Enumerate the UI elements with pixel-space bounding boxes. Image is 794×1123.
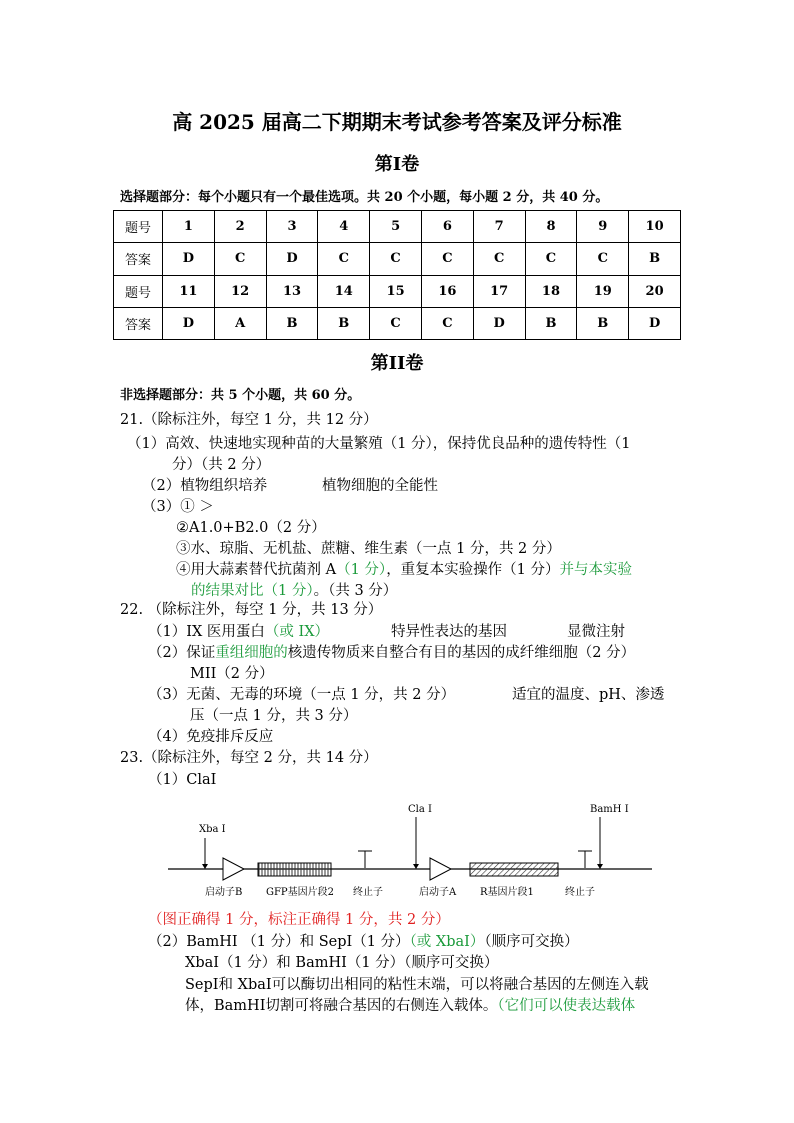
green-note: （或 IX） (264, 624, 330, 640)
table-row (114, 211, 681, 243)
answer-value: C (370, 243, 422, 275)
answer-value: B (318, 307, 370, 339)
r-gene-fragment-1 (470, 863, 558, 876)
question-number: 13 (266, 275, 318, 307)
answer-value: D (266, 243, 318, 275)
answer-value: D (163, 243, 215, 275)
q21-answer-3c: ③水、琼脂、无机盐、蔗糖、维生素（一点 1 分，共 2 分） (176, 541, 561, 557)
answer-table (113, 210, 681, 340)
q23-answer-2 (148, 932, 579, 952)
row-label: 题号 (114, 211, 163, 243)
green-note: （1 分） (336, 562, 387, 578)
gfp-label: GFP基因片段2 (266, 887, 335, 898)
answer-value: D (163, 307, 215, 339)
arrow-icon (597, 864, 603, 869)
text-run: 核遗传物质来自整合有目的基因的成纤维细胞（2 分） (287, 645, 636, 661)
volume-1-heading: 第I卷 (374, 154, 420, 175)
text-run: 。（共 3 分） (313, 583, 398, 599)
answer-value: D (473, 307, 525, 339)
bamhi-label: BamH I (590, 804, 629, 815)
text-run: （顺序可交换） (484, 934, 579, 950)
row-label: 题号 (114, 275, 163, 307)
green-note: （它们可以使表达载体 (497, 998, 636, 1014)
q21-answer-2b: 植物细胞的全能性 (322, 478, 438, 494)
green-note: 并与本实验 (559, 562, 633, 578)
question-number: 7 (473, 211, 525, 243)
q21-heading: 21.（除标注外，每空 1 分，共 12 分） (120, 412, 378, 428)
text-run: ④用大蒜素替代抗菌剂 A (176, 562, 337, 578)
arrow-icon (202, 864, 208, 869)
answer-value: B (577, 307, 629, 339)
question-number: 3 (266, 211, 318, 243)
q22-answer-1c: 显微注射 (567, 624, 625, 640)
answer-value: C (525, 243, 577, 275)
promoter-b-label: 启动子B (205, 887, 243, 898)
arrow-icon (413, 864, 419, 869)
question-number: 10 (629, 211, 681, 243)
q23-answer-2c: XbaI（1 分）和 BamHI（1 分）（顺序可交换） (185, 955, 499, 971)
table-row (114, 243, 681, 275)
r-gene-label: R基因片段1 (480, 887, 534, 898)
question-number: 17 (473, 275, 525, 307)
question-number: 6 (421, 211, 473, 243)
nonchoice-section-heading: 非选择题部分：共 5 个小题，共 60 分。 (120, 388, 361, 403)
text-run: ，重复本实验操作（1 分） (386, 562, 560, 578)
answer-value: C (421, 307, 473, 339)
table-row (114, 307, 681, 339)
question-number: 14 (318, 275, 370, 307)
q23-answer-1: （1）ClaI (148, 772, 217, 788)
answer-value: C (370, 307, 422, 339)
answer-value: B (629, 243, 681, 275)
q22-answer-1 (148, 622, 329, 642)
text-run: （2）保证 (148, 645, 216, 661)
question-number: 2 (214, 211, 266, 243)
table-row (114, 275, 681, 307)
q21-answer-3d (176, 560, 632, 580)
question-number: 9 (577, 211, 629, 243)
diagram-scoring-note: （图正确得 1 分，标注正确得 1 分，共 2 分） (148, 912, 450, 928)
answer-value: A (214, 307, 266, 339)
gene-construct-diagram (165, 795, 655, 900)
text-run: （2）BamHI （1 分）和 SepI（1 分） (148, 934, 410, 950)
q22-answer-4: （4）免疫排斥反应 (148, 729, 274, 745)
q22-answer-3c: 压（一点 1 分，共 3 分） (190, 708, 358, 724)
promoter-a-triangle (430, 858, 451, 880)
text-run: 体，BamHI切割可将融合基因的右侧连入载体。 (185, 998, 498, 1014)
row-label: 答案 (114, 243, 163, 275)
answer-value: C (318, 243, 370, 275)
q21-answer-1a: （1）高效、快速地实现种苗的大量繁殖（1 分），保持优良品种的遗传特性（1 (127, 436, 631, 452)
q23-heading: 23.（除标注外，每空 2 分，共 14 分） (120, 750, 378, 766)
q22-answer-3a: （3）无菌、无毒的环境（一点 1 分，共 2 分） (148, 687, 456, 703)
question-number: 19 (577, 275, 629, 307)
gfp-gene-fragment-2 (258, 863, 331, 876)
terminator-2-label: 终止子 (565, 887, 595, 898)
choice-section-heading: 选择题部分：每个小题只有一个最佳选项。共 20 个小题，每小题 2 分，共 40 分。 (120, 190, 609, 205)
text-run: （1）IX 医用蛋白 (148, 624, 265, 640)
question-number: 4 (318, 211, 370, 243)
q21-answer-2a: （2）植物组织培养 (142, 478, 268, 494)
q23-answer-2d: SepI和 XbaI可以酶切出相同的粘性末端，可以将融合基因的左侧连入载 (185, 977, 649, 993)
question-number: 15 (370, 275, 422, 307)
q22-answer-1b: 特异性表达的基因 (391, 624, 507, 640)
q23-answer-2e (185, 996, 635, 1016)
q22-answer-2c: MII（2 分） (190, 666, 274, 682)
clai-label: Cla I (408, 804, 432, 815)
xbai-label: Xba I (199, 824, 226, 835)
row-label: 答案 (114, 307, 163, 339)
q21-answer-3b: ②A1.0+B2.0（2 分） (176, 520, 326, 536)
green-note: （或 XbaI） (409, 934, 485, 950)
answer-value: C (473, 243, 525, 275)
question-number: 18 (525, 275, 577, 307)
terminator-1-label: 终止子 (353, 887, 383, 898)
answer-value: B (266, 307, 318, 339)
q21-answer-1b: 分）（共 2 分） (172, 457, 271, 473)
question-number: 5 (370, 211, 422, 243)
answer-value: B (525, 307, 577, 339)
answer-value: C (577, 243, 629, 275)
q22-answer-2 (148, 643, 635, 663)
question-number: 8 (525, 211, 577, 243)
question-number: 20 (629, 275, 681, 307)
q21-answer-3e (191, 581, 397, 601)
answer-value: C (214, 243, 266, 275)
q21-answer-3: （3）① ＞ (142, 499, 214, 515)
promoter-a-label: 启动子A (419, 887, 457, 898)
green-note: 的结果对比（1 分） (191, 583, 314, 599)
answer-value: D (629, 307, 681, 339)
q22-heading: 22. （除标注外，每空 1 分，共 13 分） (120, 602, 383, 618)
q22-answer-3b: 适宜的温度、pH、渗透 (512, 687, 665, 703)
question-number: 12 (214, 275, 266, 307)
page-title: 高 2025 届高二下期期末考试参考答案及评分标准 (172, 110, 622, 134)
green-note: 重组细胞的 (215, 645, 288, 661)
question-number: 11 (163, 275, 215, 307)
volume-2-heading: 第II卷 (370, 353, 424, 374)
promoter-b-triangle (223, 858, 244, 880)
answer-value: C (421, 243, 473, 275)
question-number: 16 (421, 275, 473, 307)
question-number: 1 (163, 211, 215, 243)
